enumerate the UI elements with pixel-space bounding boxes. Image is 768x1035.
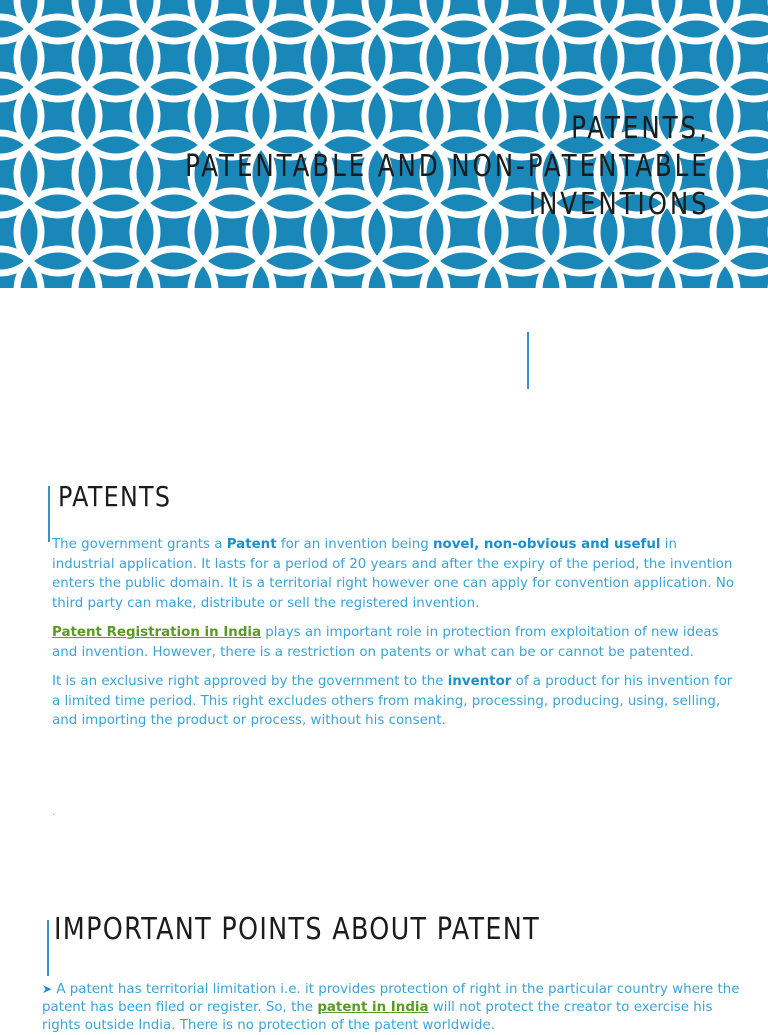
heading-accent-bar [47, 920, 49, 976]
p2-text: plays an important role in protection from exploitation of new ideas and invention. However, there is a restriction on patents or what can be or cannot be patented. [52, 625, 719, 660]
points-slide [0, 880, 768, 1033]
p1-text-a: The government grants a [52, 537, 227, 552]
paragraph-2 [52, 623, 742, 662]
title-slide [0, 0, 768, 288]
p1-patent-term: Patent [226, 537, 277, 552]
stray-dot: . [52, 805, 56, 818]
p3-text-a: It is an exclusive right approved by the government to the [52, 674, 448, 689]
bullet-item [42, 980, 742, 1035]
p3-text-c: of a product for his invention for a limited time period. This right excludes others from making, processing, producing, using, selling, and importing the product or process, without his consent. [52, 674, 733, 728]
accent-bar [527, 332, 529, 389]
bullet-text-a: A patent has territorial limitation i.e. it provides protection of right in the particular country where the patent has been filed or register. So, the [42, 982, 740, 1015]
presentation-title [185, 110, 710, 224]
patent-in-india-link[interactable]: patent in India [317, 1000, 429, 1015]
paragraph-3 [52, 672, 742, 731]
points-heading: IMPORTANT POINTS ABOUT PATENT [54, 912, 540, 947]
bullet-text-b: will not protect the creator to exercise his rights outside India. There is no protection of the patent worldwide. [42, 1000, 713, 1033]
paragraph-1 [52, 535, 742, 613]
p3-inventor-term: inventor [447, 674, 512, 689]
arrow-bullet-icon: ➤ [42, 982, 53, 996]
p1-text-e: in industrial application. It lasts for a period of 20 years and after the expiry of the period, the invention enters the public domain. It is a territorial right however one can apply for convention application. No third party can make, distribute or sell the registered invention. [52, 537, 735, 611]
patent-registration-link[interactable]: Patent Registration in India [52, 625, 262, 640]
title-line-1: PATENTS, [571, 111, 710, 146]
patents-heading: PATENTS [58, 480, 172, 513]
patents-body [52, 535, 742, 741]
blank-slide [0, 288, 768, 448]
patents-slide [0, 450, 768, 880]
p1-criteria-term: novel, non-obvious and useful [432, 537, 661, 552]
p1-text-c: for an invention being [276, 537, 433, 552]
title-line-2: PATENTABLE AND NON-PATENTABLE [185, 149, 710, 184]
title-line-3: INVENTIONS [529, 187, 710, 222]
heading-accent-bar [48, 486, 50, 542]
